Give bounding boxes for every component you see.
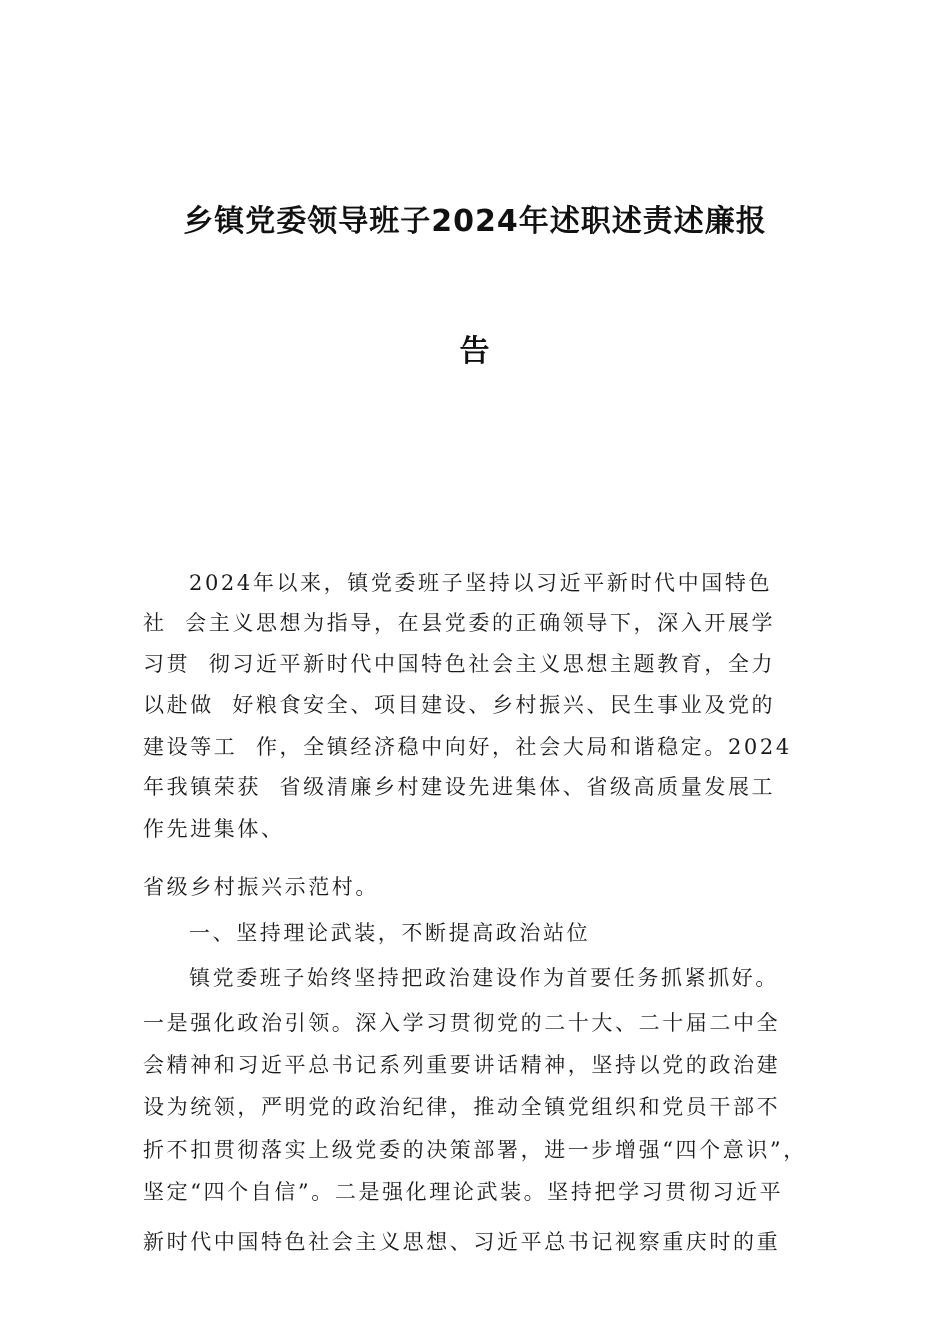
- section-1-line-5: 折不扣贯彻落实上级党委的决策部署，进一步增强“四个意识”，: [143, 1138, 807, 1162]
- section-1-line-3: 会精神和习近平总书记系列重要讲话精神，坚持以党的政治建: [143, 1053, 781, 1077]
- document-title-line-1: 乡镇党委领导班子2024年述职述责述廉报: [183, 204, 767, 239]
- section-1-line-1: 镇党委班子始终坚持把政治建设作为首要任务抓紧抓好。: [189, 966, 779, 990]
- intro-line-8: 省级乡村振兴示范村。: [143, 875, 379, 899]
- intro-line-6: 年我镇荣获 省级清廉乡村建设先进集体、省级高质量发展工: [143, 775, 776, 799]
- section-1-line-2: 一是强化政治引领。深入学习贯彻党的二十大、二十届二中全: [143, 1011, 781, 1035]
- intro-line-2: 社 会主义思想为指导，在县党委的正确领导下，深入开展学: [143, 611, 776, 635]
- section-1-heading: 一、坚持理论武装，不断提高政治站位: [189, 921, 591, 945]
- intro-line-3: 习贯 彻习近平新时代中国特色社会主义思想主题教育，全力: [143, 652, 776, 676]
- intro-line-1: 2024年以来，镇党委班子坚持以习近平新时代中国特色: [189, 571, 773, 595]
- intro-line-4: 以赴做 好粮食安全、项目建设、乡村振兴、民生事业及党的: [143, 693, 776, 717]
- intro-line-7: 作先进集体、: [143, 817, 285, 841]
- intro-line-5: 建设等工 作，全镇经济稳中向好，社会大局和谐稳定。2024: [143, 735, 792, 759]
- document-title-line-2: 告: [459, 334, 491, 369]
- section-1-line-7: 新时代中国特色社会主义思想、习近平总书记视察重庆时的重: [143, 1230, 781, 1254]
- section-1-line-4: 设为统领，严明党的政治纪律，推动全镇党组织和党员干部不: [143, 1095, 781, 1119]
- section-1-line-6: 坚定“四个自信”。二是强化理论武装。坚持把学习贯彻习近平: [143, 1180, 784, 1204]
